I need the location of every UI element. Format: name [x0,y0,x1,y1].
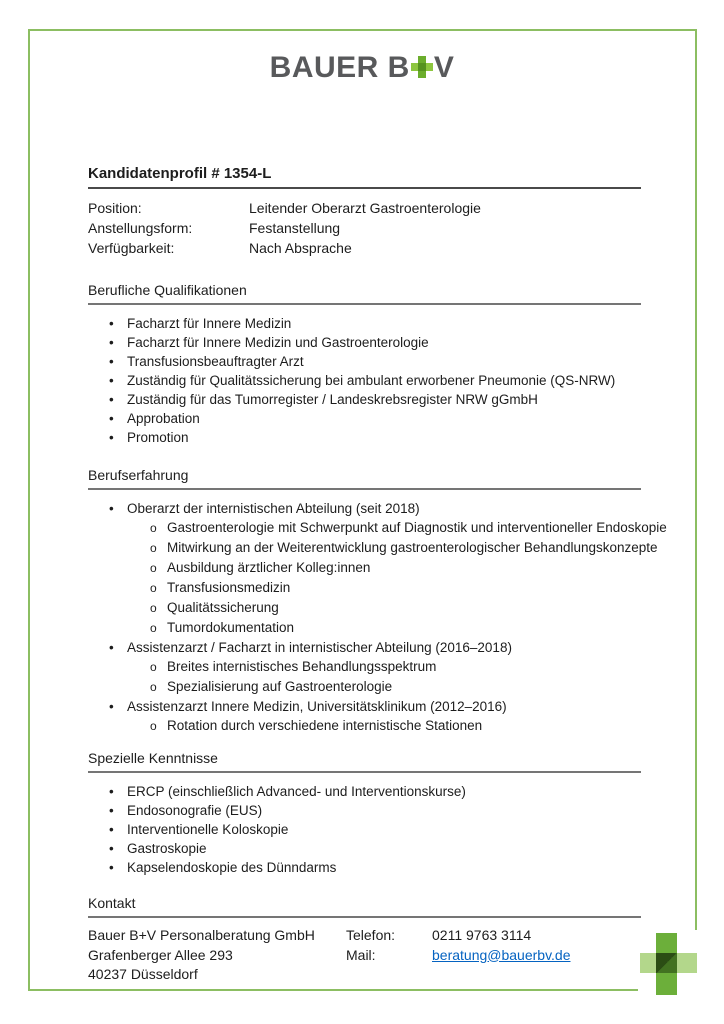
circle-bullet-icon: o [150,561,157,575]
section-heading-contact: Kontakt [88,895,641,918]
list-item [88,538,658,558]
circle-bullet-icon: o [150,581,157,595]
contact-row [88,926,641,946]
list-item [88,677,641,697]
circle-bullet-icon: o [150,521,157,535]
list-item [88,858,641,877]
circle-bullet-icon: o [150,541,157,555]
bullet-icon: • [109,392,114,407]
phone-label: Telefon: [346,927,396,943]
list-item-text: Zuständig für Qualitätssicherung bei ambulant erworbener Pneumonie (QS-NRW) [127,373,616,388]
skills-list [88,782,641,877]
bullet-icon: • [109,430,114,445]
list-item [88,801,641,820]
list-item [88,333,641,352]
list-item [88,657,641,677]
bullet-icon: • [109,640,114,655]
bullet-icon: • [109,822,114,837]
list-item [88,638,641,657]
section-heading-qualifications: Berufliche Qualifikationen [88,282,641,305]
list-item-text: ERCP (einschließlich Advanced- und Interventionskurse) [127,784,466,799]
list-item [88,578,641,598]
list-item [88,499,641,518]
list-item [88,314,641,333]
circle-bullet-icon: o [150,621,157,635]
list-item [88,716,641,736]
bullet-icon: • [109,373,114,388]
contact-row [88,965,641,985]
detail-value: Nach Absprache [249,240,352,256]
list-item-text: Spezialisierung auf Gastroenterologie [167,679,393,694]
section-qualifications [88,282,641,447]
detail-value: Leitender Oberarzt Gastroenterologie [249,200,481,216]
circle-bullet-icon: o [150,660,157,674]
list-item-text: Kapselendoskopie des Dünndarms [127,860,337,875]
list-item-text: Qualitätssicherung [167,600,279,615]
list-item-text: Ausbildung ärztlicher Kolleg:innen [167,560,371,575]
list-item [88,820,641,839]
bullet-icon: • [109,411,114,426]
list-item [88,409,641,428]
list-item [88,558,641,578]
page-title: Kandidatenprofil # 1354-L [88,166,641,189]
circle-bullet-icon: o [150,601,157,615]
list-item-text: Assistenzarzt Innere Medizin, Universitätsklinikum (2012–2016) [127,699,507,714]
bullet-icon: • [109,841,114,856]
detail-label: Position: [88,200,142,216]
section-contact [88,895,641,985]
list-item-text: Facharzt für Innere Medizin und Gastroenterologie [127,335,429,350]
contact-company: Bauer B+V Personalberatung GmbH [88,927,315,943]
list-item-text: Gastroenterologie mit Schwerpunkt auf Diagnostik und interventioneller Endoskopie [167,520,667,535]
list-item-text: Mitwirkung an der Weiterentwicklung gastroenterologischer Behandlungskonzepte [167,540,658,555]
list-item [88,390,641,409]
section-experience [88,467,667,736]
bullet-icon: • [109,784,114,799]
list-item [88,518,667,538]
detail-label: Anstellungsform: [88,220,193,236]
list-item [88,839,641,858]
qualifications-list [88,314,641,447]
section-skills [88,750,641,877]
list-item-text: Assistenzarzt / Facharzt in internistischer Abteilung (2016–2018) [127,640,512,655]
list-item [88,618,641,638]
bullet-icon: • [109,501,114,516]
section-heading-skills: Spezielle Kenntnisse [88,750,641,773]
experience-list [88,499,667,736]
document-body [88,0,667,985]
list-item [88,598,641,618]
section-heading-experience: Berufserfahrung [88,467,641,490]
list-item-text: Gastroskopie [127,841,207,856]
list-item [88,371,641,390]
list-item-text: Promotion [127,430,189,445]
list-item-text: Rotation durch verschiedene internistische Stationen [167,718,483,733]
list-item-text: Breites internistisches Behandlungsspektrum [167,659,437,674]
list-item [88,782,641,801]
bullet-icon: • [109,316,114,331]
page-border-bottom [28,989,638,991]
bullet-icon: • [109,699,114,714]
contact-row [88,946,641,966]
bullet-icon: • [109,354,114,369]
list-item [88,697,641,716]
bullet-icon: • [109,860,114,875]
list-item-text: Interventionelle Koloskopie [127,822,289,837]
circle-bullet-icon: o [150,680,157,694]
page-border-right [695,29,697,930]
list-item-text: Approbation [127,411,200,426]
mail-link[interactable]: beratung@bauerbv.de [432,946,571,963]
logo-text-right: V [433,51,455,84]
contact-city: 40237 Düsseldorf [88,966,198,982]
detail-label: Verfügbarkeit: [88,240,175,256]
list-item [88,352,641,371]
bullet-icon: • [109,335,114,350]
bullet-icon: • [109,803,114,818]
contact-street: Grafenberger Allee 293 [88,946,233,963]
list-item-text: Zuständig für das Tumorregister / Landeskrebsregister NRW gGmbH [127,392,538,407]
mail-label: Mail: [346,946,376,963]
detail-row-verfuegbarkeit [88,238,641,258]
circle-bullet-icon: o [150,719,157,733]
page-border-left [28,29,30,991]
list-item-text: Transfusionsbeauftragter Arzt [127,354,304,369]
phone-number: 0211 9763 3114 [432,927,532,943]
list-item-text: Endosonografie (EUS) [127,803,263,818]
list-item-text: Oberarzt der internistischen Abteilung (seit 2018) [127,501,420,516]
detail-row-position [88,198,641,218]
detail-row-anstellungsform [88,218,641,238]
list-item-text: Transfusionsmedizin [167,580,291,595]
details-table [88,198,641,258]
list-item-text: Tumordokumentation [167,620,295,635]
brand-cross-icon [640,933,697,995]
list-item-text: Facharzt für Innere Medizin [127,316,292,331]
list-item [88,428,641,447]
logo-text-left: BAUER B [269,51,410,84]
detail-value: Festanstellung [249,220,341,236]
contact-block [88,926,641,985]
